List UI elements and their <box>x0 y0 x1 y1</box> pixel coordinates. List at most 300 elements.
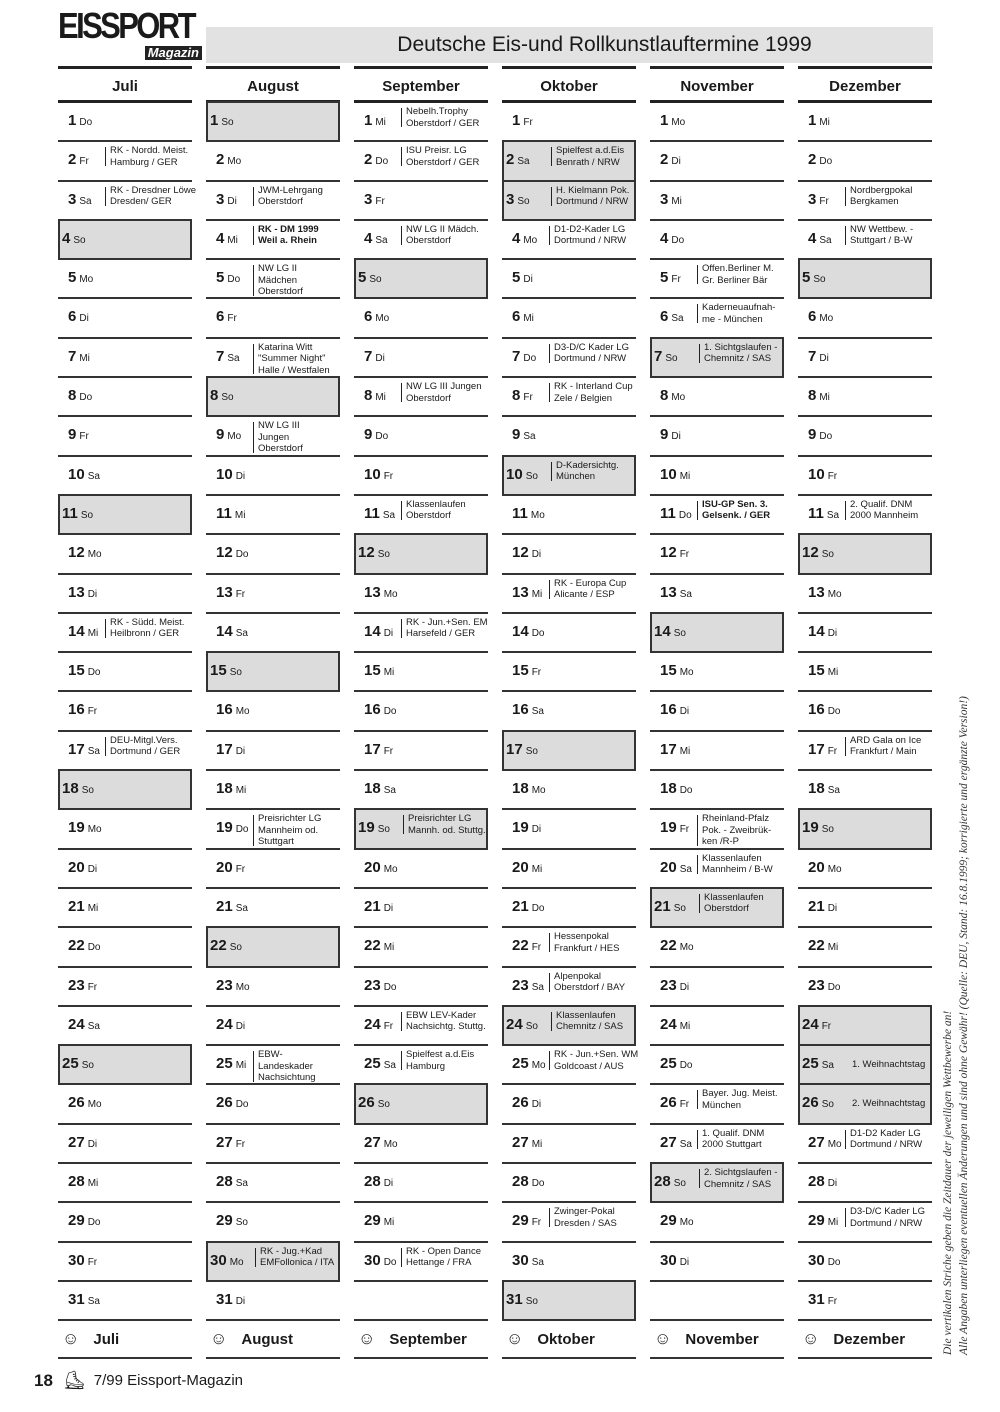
day-number: 29 So <box>216 1212 248 1230</box>
day-number: 19 Mo <box>68 819 102 837</box>
weekday: Do <box>383 981 397 993</box>
day-row <box>354 732 488 771</box>
weekday: Mo <box>235 706 250 718</box>
day-row <box>502 339 636 378</box>
duration-line <box>253 1051 254 1082</box>
weekday: Sa <box>679 588 692 600</box>
weekday: Mi <box>383 667 395 679</box>
weekday: So <box>525 1020 538 1032</box>
weekday: Mo <box>531 785 546 797</box>
duration-line <box>401 383 402 402</box>
weekday: Di <box>671 431 681 443</box>
day-number: 18 Sa <box>364 780 396 798</box>
day-row <box>354 1007 488 1046</box>
weekday: Mo <box>827 588 842 600</box>
day-row <box>206 1007 340 1046</box>
event-line: Oberstdorf <box>258 443 303 455</box>
day-number: 16 Fr <box>68 701 98 719</box>
day-row <box>650 299 784 338</box>
day-row <box>58 142 192 181</box>
event-line: Dresden/ GER <box>110 196 172 208</box>
weekday: Do <box>235 824 249 836</box>
event-line: 1. Sichtgslaufen - <box>704 341 778 353</box>
event-line: Zwinger-Pokal <box>554 1206 615 1218</box>
month-header: August <box>206 66 340 103</box>
weekday: Sa <box>531 706 544 718</box>
day-row <box>502 535 636 574</box>
day-row <box>354 103 488 142</box>
weekday: Mo <box>227 156 242 168</box>
day-row <box>798 1243 932 1282</box>
event-line: Hessenpokal <box>554 931 609 943</box>
weekday: So <box>81 1060 94 1072</box>
day-number: 17 Fr <box>808 740 838 758</box>
page-footer <box>34 1370 243 1391</box>
duration-line <box>549 933 550 952</box>
day-number: 18 So <box>62 780 94 798</box>
day-row <box>58 299 192 338</box>
event <box>702 1128 764 1151</box>
duration-line <box>549 580 550 599</box>
month-header: Oktober <box>502 66 636 103</box>
day-row <box>58 732 192 771</box>
event-line: Frankfurt / HES <box>554 942 620 954</box>
day-number: 27 Di <box>68 1133 98 1151</box>
event-line: Oberstdorf / GER <box>406 156 480 168</box>
weekday: Sa <box>235 1178 248 1190</box>
weekday: Sa <box>827 785 840 797</box>
weekday: Mo <box>827 863 842 875</box>
event-line: D-Kadersichtg. <box>556 459 619 471</box>
weekday: So <box>229 667 242 679</box>
day-number: 10 Di <box>216 465 246 483</box>
day-number: 23 Di <box>660 976 690 994</box>
weekday: So <box>221 117 234 128</box>
event <box>556 1010 623 1033</box>
day-number: 31 Sa <box>68 1290 100 1308</box>
event-line: Dortmund / NRW <box>850 1139 923 1151</box>
month-column-august <box>206 66 340 1359</box>
weekday: Do <box>827 706 841 718</box>
day-number: 13 Mo <box>364 583 398 601</box>
event-line: Offen.Berliner M. <box>702 263 774 275</box>
weekday: Mo <box>383 863 398 875</box>
day-number: 10 Mi <box>660 465 691 483</box>
day-number: 7 Di <box>808 347 829 365</box>
day-number: 20 Sa <box>660 858 692 876</box>
day-number: 13 Di <box>68 583 98 601</box>
day-number: 18 Do <box>660 780 693 798</box>
event-line: Klassenlaufen <box>406 498 466 510</box>
day-number: 4 Do <box>660 229 685 247</box>
day-row <box>650 182 784 221</box>
weekday: Fr <box>679 1099 690 1111</box>
event <box>702 302 775 325</box>
day-number: 22 Mo <box>660 937 694 955</box>
month-header: September <box>354 66 488 103</box>
day-row <box>798 614 932 653</box>
day-number: 31 Di <box>216 1290 246 1308</box>
day-row <box>206 732 340 771</box>
day-row <box>206 1282 340 1321</box>
weekday: Mi <box>531 588 543 600</box>
day-number: 21 So <box>654 897 686 915</box>
weekday: Mi <box>531 1138 543 1150</box>
event <box>110 145 188 168</box>
event-line: Gelsenk. / GER <box>702 510 771 522</box>
event-line: Klassenlaufen <box>702 852 762 864</box>
duration-line <box>845 226 846 245</box>
weekday: So <box>673 1178 686 1190</box>
day-row <box>206 1046 340 1085</box>
weekday: Di <box>679 1256 690 1268</box>
event-line: Preisrichter LG <box>408 813 472 825</box>
day-number: 2 Sa <box>506 151 530 169</box>
day-number: 3 Di <box>216 190 237 208</box>
day-row <box>650 575 784 614</box>
event <box>702 853 773 876</box>
day-row <box>58 494 192 535</box>
duration-line <box>253 344 254 375</box>
day-row <box>354 182 488 221</box>
day-row <box>354 339 488 378</box>
event-line: Weil a. Rhein <box>258 235 317 247</box>
weekday: Mi <box>827 942 839 954</box>
day-number: 3 Fr <box>364 190 385 208</box>
weekday: So <box>80 509 94 521</box>
day-number: 2 Fr <box>68 151 89 169</box>
day-row <box>206 457 340 496</box>
day-row <box>502 260 636 299</box>
day-number: 17 Sa <box>68 740 100 758</box>
day-row <box>58 653 192 692</box>
event-line: 1. Qualif. DNM <box>702 1127 765 1139</box>
weekday: So <box>377 824 390 836</box>
event <box>554 342 629 365</box>
day-number: 19 So <box>358 819 390 837</box>
day-row <box>650 928 784 967</box>
day-row <box>502 771 636 810</box>
day-row <box>502 889 636 928</box>
event-line: Dortmund / NRW <box>554 353 627 365</box>
weekday: Fr <box>679 824 690 836</box>
day-number: 15 Do <box>68 662 101 680</box>
day-row <box>798 1164 932 1203</box>
day-number: 25 Mo <box>512 1055 546 1073</box>
day-number: 3 Mi <box>660 190 682 208</box>
day-number: 18 Mi <box>216 780 247 798</box>
empty-row <box>354 1282 488 1321</box>
duration-line <box>401 226 402 245</box>
day-number: 9 Sa <box>512 426 536 444</box>
day-number: 16 Mo <box>216 701 250 719</box>
day-number: 29 Mi <box>364 1212 395 1230</box>
event-line: Hamburg / GER <box>110 156 178 168</box>
month-footer-label: September <box>389 1330 467 1348</box>
weekday: Do <box>819 156 833 168</box>
weekday: Do <box>678 509 692 521</box>
weekday: Do <box>383 706 397 718</box>
duration-line <box>551 462 552 481</box>
day-number: 1 Mi <box>808 112 830 129</box>
duration-line <box>401 147 402 166</box>
event-line: Hettange / FRA <box>406 1257 472 1269</box>
day-number: 5 So <box>802 269 826 287</box>
day-row <box>650 337 784 378</box>
day-row <box>502 850 636 889</box>
weekday: Mo <box>383 588 398 600</box>
event <box>704 342 777 365</box>
weekday: Fr <box>79 431 89 443</box>
weekday: Mo <box>679 667 694 679</box>
day-row <box>206 889 340 928</box>
day-row <box>798 1044 932 1085</box>
day-row <box>206 376 340 417</box>
duration-line <box>253 422 254 453</box>
day-row <box>354 575 488 614</box>
event <box>406 499 466 522</box>
event-line: NW Wettbew. - <box>850 223 914 235</box>
event-line: Heilbronn / GER <box>110 628 180 640</box>
weekday: Do <box>79 392 93 404</box>
day-number: 15 Mi <box>808 662 839 680</box>
weekday: Sa <box>87 470 100 482</box>
day-row <box>650 692 784 731</box>
duration-line <box>253 265 254 296</box>
weekday: Sa <box>819 234 832 246</box>
day-number: 1 Mi <box>364 112 386 129</box>
weekday: Mo <box>819 313 834 325</box>
event-line: Hamburg <box>406 1060 446 1072</box>
weekday: Sa <box>87 1020 100 1032</box>
day-number: 2 Do <box>808 151 833 169</box>
event-line: Nordbergpokal <box>850 184 913 196</box>
day-number: 18 Sa <box>808 780 840 798</box>
day-row <box>354 533 488 574</box>
day-row <box>798 889 932 928</box>
day-row <box>798 378 932 417</box>
weekday: Di <box>531 1099 542 1111</box>
event-line: Chemnitz / SAS <box>556 1021 624 1033</box>
event-line: RK - DM 1999 <box>258 223 319 235</box>
skater-icon: ⛸ <box>62 1370 86 1390</box>
weekday: Fr <box>827 1295 838 1307</box>
weekday: Di <box>531 824 542 836</box>
day-row <box>502 140 636 181</box>
event-line: Frankfurt / Main <box>850 746 917 758</box>
day-row <box>58 1203 192 1242</box>
event-line: Mannh. od. Stuttg. <box>408 824 486 836</box>
day-number: 7 Mi <box>68 347 90 365</box>
weekday: Do <box>375 156 389 168</box>
weekday: Sa <box>375 234 388 246</box>
day-number: 29 Mo <box>660 1212 694 1230</box>
day-number: 25 So <box>62 1055 94 1073</box>
day-row <box>502 1005 636 1046</box>
day-number: 21 Sa <box>216 897 248 915</box>
day-row <box>650 535 784 574</box>
event-line: Mannheim / B-W <box>702 864 773 876</box>
day-number: 6 Mo <box>364 308 390 326</box>
event-line: RK - Nordd. Meist. <box>110 145 189 157</box>
event <box>110 617 184 640</box>
event-line: Gr. Berliner Bär <box>702 274 768 286</box>
weekday: Fr <box>827 470 838 482</box>
day-row <box>798 928 932 967</box>
weekday: Sa <box>87 1295 100 1307</box>
day-row <box>650 1203 784 1242</box>
day-number: 14 Do <box>512 622 545 640</box>
weekday: Di <box>79 313 89 325</box>
weekday: Do <box>531 1178 545 1190</box>
weekday: Mo <box>87 549 102 561</box>
day-row <box>798 142 932 181</box>
event-line: Nachsichtung <box>258 1072 316 1084</box>
duration-line <box>401 108 402 127</box>
event-line: Stuttgart / B-W <box>850 235 913 247</box>
weekday: Do <box>671 234 685 246</box>
event-line: 2000 Mannheim <box>850 510 919 522</box>
event-line: Harsefeld / GER <box>406 628 476 640</box>
weekday: Mo <box>375 313 390 325</box>
event-line: D3-D/C Kader LG <box>554 341 629 353</box>
weekday: Sa <box>523 431 536 443</box>
duration-line <box>105 187 106 206</box>
title-bar <box>206 27 933 63</box>
event-line: RK - Jug.+Kad <box>260 1245 323 1257</box>
day-row <box>206 142 340 181</box>
day-number: 9 Di <box>660 426 681 444</box>
day-number: 28 Di <box>808 1173 838 1191</box>
weekday: So <box>229 942 242 954</box>
day-row <box>354 771 488 810</box>
day-row <box>206 101 340 142</box>
weekday: So <box>73 234 86 246</box>
event-line: 1. Weihnachtstag <box>852 1059 926 1071</box>
issue-label: 7/99 Eissport-Magazin <box>93 1372 244 1389</box>
day-number: 20 Di <box>68 858 98 876</box>
day-number: 12 Mo <box>68 544 102 562</box>
event <box>258 185 323 208</box>
day-number: 26 So <box>358 1094 390 1112</box>
event <box>554 578 626 601</box>
event-line: Dortmund / GER <box>110 746 181 758</box>
event <box>110 185 196 208</box>
event-line: Oberstdorf <box>406 392 451 404</box>
event-line: ARD Gala on Ice <box>850 734 922 746</box>
event-line: DEU-Mitgl.Vers. <box>110 734 178 746</box>
event <box>406 106 479 129</box>
weekday: Do <box>79 117 93 128</box>
smiley-icon: ☺ <box>62 1329 80 1349</box>
day-number: 17 So <box>506 740 538 758</box>
day-row <box>650 378 784 417</box>
day-number: 16 Do <box>808 701 841 719</box>
event-line: Mannheim od. <box>258 824 319 836</box>
event-line: RK - Europa Cup <box>554 577 627 589</box>
day-row <box>502 1125 636 1164</box>
weekday: Mo <box>229 1256 244 1268</box>
event-line: Dresden / SAS <box>554 1217 617 1229</box>
event-line: Klassenlaufen <box>704 891 764 903</box>
day-row <box>354 928 488 967</box>
day-number: 2 Do <box>364 151 389 169</box>
day-row <box>58 614 192 653</box>
day-row <box>502 180 636 221</box>
day-row <box>206 260 340 299</box>
event <box>850 1128 922 1151</box>
duration-line <box>401 1051 402 1070</box>
day-number: 13 Mo <box>808 583 842 601</box>
weekday: So <box>221 392 234 404</box>
day-number: 16 Do <box>364 701 397 719</box>
event-line: D1-D2-Kader LG <box>554 223 626 235</box>
day-row <box>206 810 340 849</box>
weekday: Do <box>827 981 841 993</box>
event-line: ISU Preisr. LG <box>406 145 467 157</box>
event-line: RK - Jun.+Sen. EM <box>406 616 488 628</box>
event-line: Alpenpokal <box>554 970 602 982</box>
month-column-oktober <box>502 66 639 1359</box>
smiley-icon: ☺ <box>654 1329 672 1349</box>
day-number: 15 Mi <box>364 662 395 680</box>
day-row <box>798 1125 932 1164</box>
day-number: 25 Do <box>660 1055 693 1073</box>
day-row <box>354 457 488 496</box>
weekday: Di <box>671 156 681 168</box>
weekday: Di <box>383 902 394 914</box>
side-note <box>940 696 972 1355</box>
day-row <box>650 887 784 928</box>
day-row <box>58 1007 192 1046</box>
day-row <box>206 1203 340 1242</box>
event <box>258 1049 316 1084</box>
weekday: Fr <box>383 745 394 757</box>
event <box>554 1206 617 1229</box>
day-row <box>354 614 488 653</box>
event <box>556 185 629 208</box>
weekday: Fr <box>227 313 237 325</box>
day-number: 11 Sa <box>808 504 840 522</box>
day-row <box>58 810 192 849</box>
duration-line <box>255 1248 256 1267</box>
day-row <box>798 771 932 810</box>
weekday: Di <box>235 745 246 757</box>
weekday: So <box>377 1099 390 1111</box>
day-number: 13 Mi <box>512 583 543 601</box>
event <box>852 1059 925 1071</box>
weekday: Fr <box>79 156 89 168</box>
day-row <box>502 221 636 260</box>
day-number: 11 Mo <box>512 504 545 522</box>
duration-line <box>697 815 698 846</box>
weekday: Sa <box>382 509 396 521</box>
day-row <box>798 1005 932 1046</box>
day-row <box>354 378 488 417</box>
day-row <box>798 496 932 535</box>
month-header: November <box>650 66 784 103</box>
day-number: 24 Mi <box>660 1015 691 1033</box>
month-footer <box>354 1321 488 1359</box>
event-line: Goldcoast / AUS <box>554 1060 624 1072</box>
weekday: Fr <box>679 549 690 561</box>
weekday: So <box>813 274 826 286</box>
day-number: 20 Mo <box>364 858 398 876</box>
event-line: Spielfest a.d.Eis <box>406 1049 475 1061</box>
weekday: Do <box>819 431 833 443</box>
day-number: 22 So <box>210 937 242 955</box>
day-number: 28 Di <box>364 1173 394 1191</box>
